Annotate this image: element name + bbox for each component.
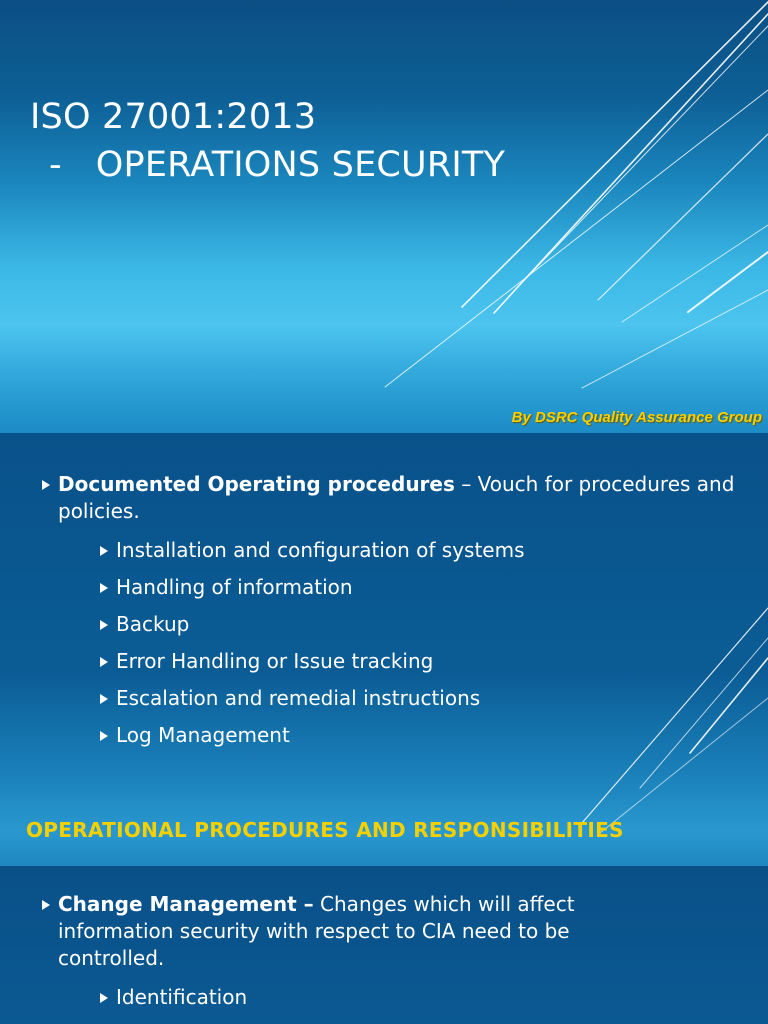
procedure-list [42, 471, 742, 749]
lead-bold: Documented Operating procedures [58, 472, 455, 496]
byline: By DSRC Quality Assurance Group [511, 409, 762, 426]
list-item [42, 984, 642, 1011]
list-item-label: Escalation and remedial instructions [116, 686, 481, 710]
list-item [42, 648, 742, 675]
bullet-triangle-icon [100, 694, 108, 704]
change-management-slide [0, 866, 768, 1024]
bullet-triangle-icon [42, 900, 50, 910]
list-item [42, 611, 742, 638]
change-list [42, 891, 642, 1011]
list-item-label: Identification [116, 985, 248, 1009]
bullet-triangle-icon [42, 480, 50, 490]
list-item-label: Handling of information [116, 575, 353, 599]
list-item [42, 685, 742, 712]
procedures-slide [0, 433, 768, 866]
bullet-triangle-icon [100, 546, 108, 556]
list-item [42, 537, 742, 564]
list-item-label: Installation and configuration of systems [116, 538, 525, 562]
bullet-triangle-icon [100, 620, 108, 630]
decorative-lines [0, 0, 768, 433]
section-title: OPERATIONAL PROCEDURES AND RESPONSIBILITIES [26, 818, 624, 842]
list-item-label: Backup [116, 612, 190, 636]
bullet-triangle-icon [100, 583, 108, 593]
list-item [42, 574, 742, 601]
list-item [42, 722, 742, 749]
slide-title [30, 93, 505, 189]
title-slide [0, 0, 768, 433]
bullet-triangle-icon [100, 657, 108, 667]
lead-text: – Vouch for procedures and policies. [58, 472, 735, 523]
list-item-label: Error Handling or Issue tracking [116, 649, 434, 673]
title-line-2: - OPERATIONS SECURITY [49, 145, 506, 185]
list-item [42, 471, 742, 525]
list-item [42, 891, 642, 972]
bullet-triangle-icon [100, 731, 108, 741]
list-item-label: Log Management [116, 723, 290, 747]
lead-bold: Change Management – [58, 892, 314, 916]
lead-text: Changes which will affect information security with respect to CIA need to be controlled. [58, 892, 575, 970]
bullet-triangle-icon [100, 993, 108, 1003]
title-line-1: ISO 27001:2013 [30, 97, 317, 137]
